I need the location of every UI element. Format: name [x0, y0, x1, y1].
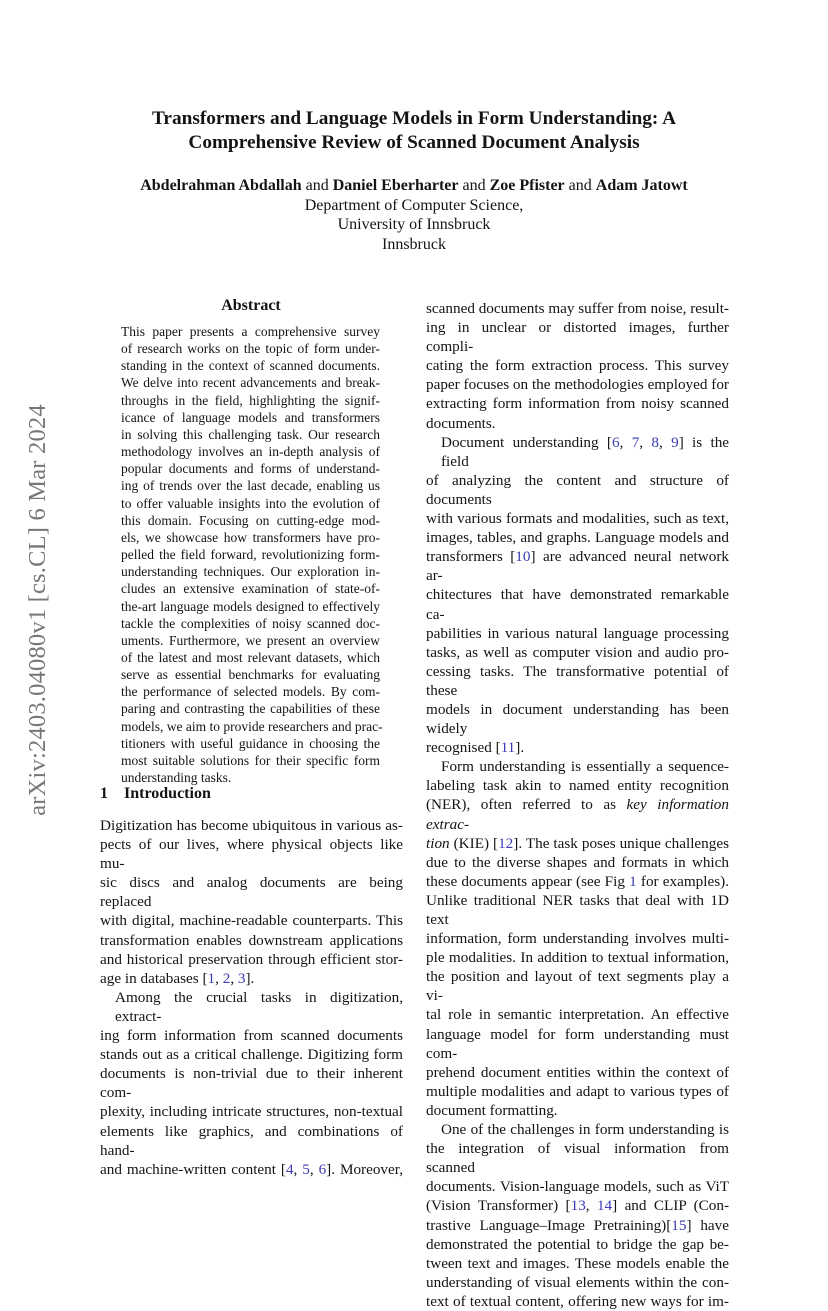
title-line: Comprehensive Review of Scanned Document Analysis	[188, 131, 640, 153]
abstract-body	[121, 323, 383, 786]
abstract-line: in solving this challenging task. Our research	[121, 426, 380, 442]
text-line: labeling task akin to named entity recognition	[426, 777, 729, 795]
text-line: language model for form understanding must com-	[426, 1025, 729, 1062]
text-line: transformers [10] are advanced neural network ar-	[426, 548, 729, 585]
abstract-line: of the latest and most relevant datasets, which	[121, 649, 380, 665]
citation-link[interactable]: 15	[671, 1216, 687, 1234]
text-line: Form understanding is essentially a sequence-	[441, 758, 729, 776]
text-line: elements like graphics, and combinations of hand-	[100, 1122, 403, 1159]
affiliation-line: Department of Computer Science,	[304, 196, 524, 214]
citation-link[interactable]: 7	[631, 433, 640, 451]
author-name: Abdelrahman Abdallah	[140, 177, 302, 194]
abstract-line: This paper presents a comprehensive survey	[121, 324, 380, 339]
citation-link[interactable]: 10	[515, 548, 531, 566]
citation-link[interactable]: 9	[671, 433, 679, 451]
abstract-line: uments. Furthermore, we present an overview	[121, 632, 380, 648]
text-line: scanned documents may suffer from noise, result-	[426, 300, 729, 317]
abstract-line: of research works on the topic of form under-	[121, 341, 380, 357]
abstract-line: pelled the field forward, revolutionizing form-	[121, 547, 380, 563]
section-number: 1	[100, 785, 108, 802]
abstract-line: models, we aim to provide researchers and prac-	[121, 718, 383, 734]
abstract-line: most suitable solutions for their specific form	[121, 752, 380, 768]
affiliation-line: University of Innsbruck	[337, 216, 491, 233]
text-line: and historical preservation through efficient stor-	[100, 950, 403, 968]
author-separator: and	[462, 177, 486, 194]
text-line: text of textual content, offering new ways for im-	[426, 1292, 729, 1310]
text-line: tween text and images. These models enable the	[426, 1254, 729, 1272]
author-name: Zoe Pfister	[489, 177, 565, 194]
title-line: Transformers and Language Models in Form Understanding: A	[151, 108, 676, 129]
text-line: models in document understanding has been widely	[426, 700, 729, 738]
abstract-line: throughs in the field, highlighting the signif-	[121, 392, 380, 408]
abstract-line: titioners with useful guidance in choosing the	[121, 735, 380, 751]
citation-link[interactable]: 3	[237, 969, 246, 987]
text-line: understanding of visual elements within the con-	[426, 1273, 729, 1291]
section-title: Introduction	[124, 785, 211, 802]
text-line: pabilities in various natural language processing	[426, 624, 729, 642]
text-line: stands out as a critical challenge. Digitizing form	[100, 1046, 403, 1064]
text-line: trastive Language–Image Pretraining)[15] have	[426, 1216, 729, 1234]
citation-link[interactable]: 12	[498, 834, 514, 852]
text-line: information, form understanding involves multi-	[426, 930, 729, 948]
abstract-line: the performance of selected models. By com-	[121, 684, 380, 700]
citation-link[interactable]: 14	[596, 1197, 613, 1215]
right-column-text	[426, 299, 729, 1311]
text-line: multiple modalities and adapt to various types of	[426, 1082, 729, 1100]
text-line: with various formats and modalities, such as text,	[426, 510, 729, 528]
abstract-line: understanding techniques. Our exploration in-	[121, 564, 380, 580]
arxiv-identifier-text: arXiv:2403.04080v1 [cs.CL] 6 Mar 2024	[24, 404, 51, 816]
text-line: extracting form information from noisy scanned	[426, 395, 729, 413]
abstract-line: popular documents and forms of understand-	[121, 461, 380, 477]
citation-link[interactable]: 2	[222, 969, 231, 987]
abstract-line: ing of trends over the last decade, enabling us	[121, 478, 380, 494]
text-line: Unlike traditional NER tasks that deal with 1D text	[426, 891, 729, 928]
abstract-line: methodology involves an in-depth analysis of	[121, 444, 380, 460]
abstract-line: tackle the complexities of noisy scanned doc-	[121, 615, 380, 631]
abstract-line: understanding tasks.	[121, 770, 232, 786]
text-line: Among the crucial tasks in digitization, extract-	[115, 988, 403, 1025]
text-line: due to the diverse shapes and formats in which	[426, 853, 729, 871]
abstract-line: serve as essential benchmarks for evaluating	[121, 667, 380, 683]
abstract-line: the-art language models designed to effectively	[121, 598, 380, 614]
text-line: (Vision Transformer) [13, 14] and CLIP (Con-	[426, 1197, 730, 1215]
author-block	[60, 176, 768, 254]
text-line: and machine-written content [4, 5, 6]. Moreover,	[100, 1160, 404, 1178]
text-line: the integration of visual information from scanned	[426, 1140, 729, 1177]
text-line: tasks, as well as computer vision and audio pro-	[426, 643, 729, 661]
text-line: documents is non-trivial due to their inherent com-	[100, 1065, 403, 1102]
author-separator: and	[305, 177, 329, 194]
text-line: pects of our lives, where physical objects like mu-	[100, 836, 403, 873]
text-line: of analyzing the content and structure of documents	[426, 471, 729, 508]
text-line: sic discs and analog documents are being replaced	[100, 874, 403, 911]
citation-link[interactable]: 4	[285, 1160, 294, 1178]
text-line: ing in unclear or distorted images, further compli-	[426, 319, 729, 356]
text-line: tal role in semantic interpretation. An effective	[426, 1006, 729, 1024]
citation-link[interactable]: 13	[570, 1197, 586, 1215]
text-line: documents. Vision-language models, such as ViT	[426, 1178, 729, 1196]
text-line: transformation enables downstream applications	[100, 931, 403, 949]
text-line: with digital, machine-readable counterparts. This	[100, 912, 403, 930]
text-line: Document understanding [6, 7, 8, 9] is the field	[441, 433, 730, 470]
author-names	[60, 176, 768, 196]
citation-link[interactable]: 11	[500, 739, 516, 757]
abstract-line: this domain. Focusing on cutting-edge mod-	[121, 512, 380, 528]
text-line: recognised [11].	[426, 739, 525, 757]
figure-link[interactable]: 1	[629, 872, 637, 890]
abstract-line: paring and contrasting the capabilities of these	[121, 701, 380, 717]
text-line: the position and layout of text segments play a vi-	[426, 968, 729, 1005]
abstract-heading: Abstract	[221, 297, 281, 314]
text-line: tion (KIE) [12]. The task poses unique challenges	[426, 834, 729, 852]
text-line: demonstrated the potential to bridge the gap be-	[426, 1235, 729, 1253]
abstract-line: to offer valuable insights into the evolution of	[121, 495, 380, 511]
text-line: ple modalities. In addition to textual information,	[426, 949, 729, 967]
author-name: Adam Jatowt	[595, 177, 688, 194]
abstract-line: els, we showcase how transformers have pro-	[121, 529, 380, 545]
paper-title	[100, 107, 728, 154]
text-line: Digitization has become ubiquitous in various as-	[100, 817, 403, 834]
abstract-line: standing in the context of scanned documents.	[121, 358, 380, 374]
affiliation-line: Innsbruck	[382, 235, 446, 253]
text-line: age in databases [1, 2, 3].	[100, 969, 255, 987]
citation-link[interactable]: 5	[302, 1160, 310, 1178]
text-line: document formatting.	[426, 1101, 558, 1119]
author-name: Daniel Eberharter	[332, 177, 459, 194]
section-heading	[100, 784, 211, 804]
citation-link[interactable]: 6	[611, 433, 620, 451]
left-column-text	[100, 816, 403, 1179]
text-line: cessing tasks. The transformative potential of these	[426, 662, 729, 699]
citation-link[interactable]: 8	[651, 433, 659, 451]
text-line: paper focuses on the methodologies employed for	[426, 376, 729, 394]
text-line: prehend document entities within the context of	[426, 1063, 729, 1081]
citation-link[interactable]: 6	[318, 1160, 327, 1178]
text-line: these documents appear (see Fig 1 for examples).	[426, 872, 730, 890]
text-line: images, tables, and graphs. Language models and	[426, 529, 729, 547]
author-separator: and	[568, 177, 592, 194]
abstract-line: icance of language models and transformers	[121, 409, 380, 425]
text-line: documents.	[426, 414, 496, 432]
citation-link[interactable]: 1	[207, 969, 216, 987]
text-line: ing form information from scanned documents	[100, 1027, 403, 1045]
text-line: chitectures that have demonstrated remarkable ca-	[426, 586, 729, 623]
abstract-line: We delve into recent advancements and break-	[121, 375, 380, 391]
text-line: plexity, including intricate structures, non-textual	[100, 1103, 403, 1121]
text-line: cating the form extraction process. This survey	[426, 357, 729, 375]
abstract-line: cludes an extensive examination of state-of-	[121, 581, 380, 597]
text-line: One of the challenges in form understanding is	[441, 1121, 729, 1139]
arxiv-identifier	[18, 370, 58, 850]
text-line: (NER), often referred to as key information extrac-	[426, 796, 729, 833]
